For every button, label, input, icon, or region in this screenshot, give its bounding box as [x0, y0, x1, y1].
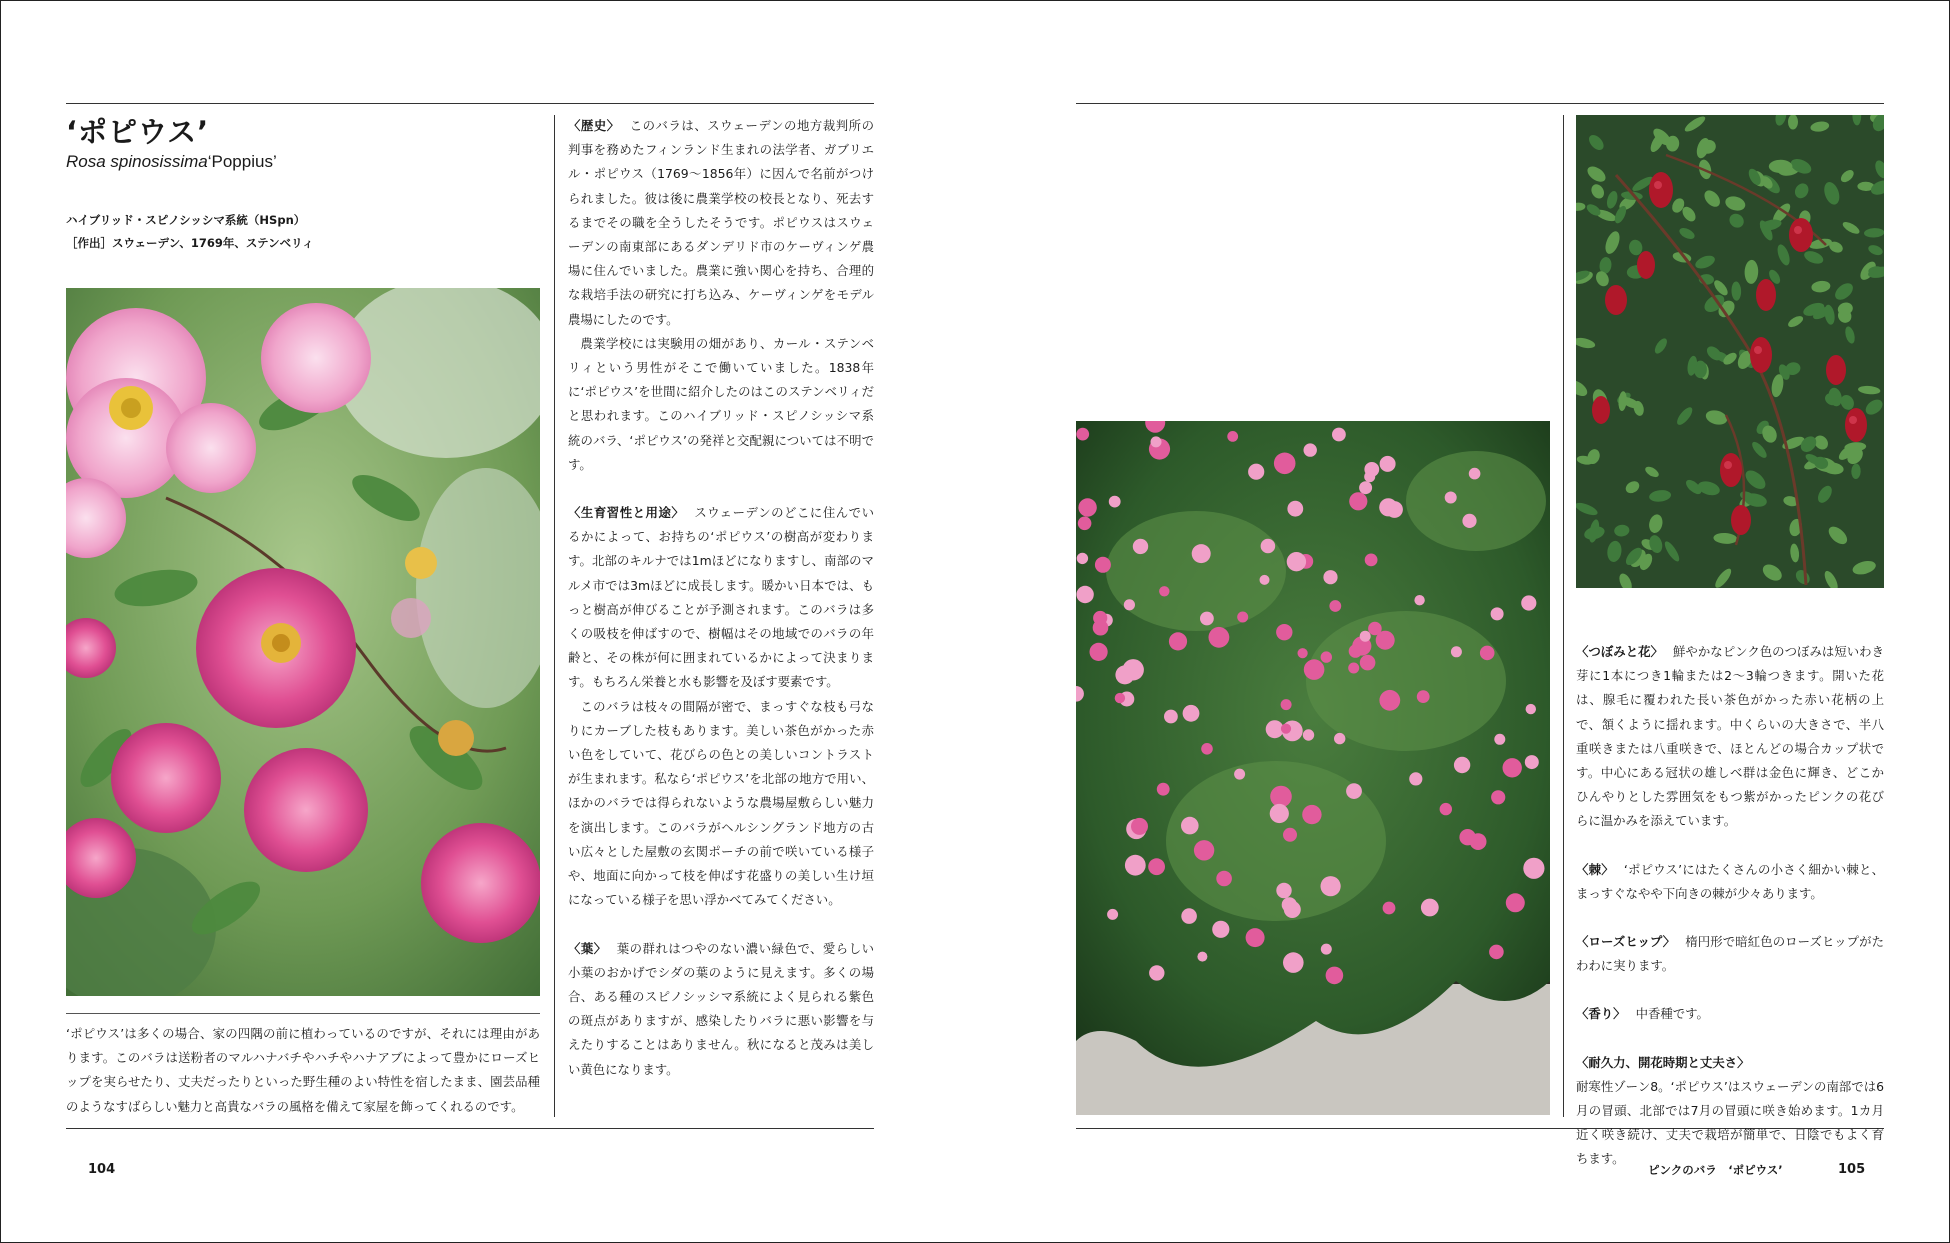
photo-caption: ‘ポピウス’は多くの場合、家の四隅の前に植わっているのですが、それには理由があります。このバラは送粉者のマルハナバチやハチやハナアブによって豊かにローズヒップを実らせたり、丈夫だったりといった野生種のよい特性を宿したまま、園芸品種のようなすばらしい魅力と高貴なバラの風格を備えて家屋を飾ってくれるのです。	[66, 1026, 540, 1114]
bloom	[1194, 840, 1214, 860]
bloom	[1364, 471, 1375, 482]
bloom	[1151, 436, 1162, 447]
bloom	[1326, 967, 1344, 985]
bloom	[1093, 611, 1107, 625]
bloom	[1360, 631, 1371, 642]
bloom	[1124, 599, 1135, 610]
bloom	[1148, 858, 1165, 875]
bloom	[1494, 734, 1505, 745]
origin-info: ［作出］スウェーデン、1769年、ステンベリィ	[66, 236, 314, 250]
bloom	[1323, 570, 1337, 584]
bloom	[1470, 833, 1487, 850]
bloom	[1157, 783, 1170, 796]
bloom	[1304, 659, 1325, 680]
bloom	[1462, 514, 1476, 528]
running-head: ピンクのバラ ‘ポピウス’	[1648, 1163, 1783, 1177]
bloom	[1321, 944, 1332, 955]
section-leaves: 〈葉〉 葉の群れはつやのない濃い緑色で、愛らしい小葉のおかげでシダの葉のように見えます。多くの場合、ある種のスピノシッシマ系統によく見られる紫色の斑点がありますが、感染したりバラに悪い影響を与えたりすることはありません。秋になると茂みは美しい黄色になります。	[568, 940, 874, 1077]
bloom	[1349, 492, 1367, 510]
bloom	[1451, 646, 1462, 657]
bloom	[1489, 945, 1504, 960]
bloom	[1283, 952, 1304, 973]
bloom	[1281, 699, 1292, 710]
bloom	[1274, 453, 1296, 475]
bloom	[1237, 612, 1248, 623]
bloom	[1304, 443, 1317, 456]
section-history-cont: 農業学校には実験用の畑があり、カール・ステンベリィという男性がそこで働いていました。1838年に‘ポピウス’を世間に紹介したのはこのステンベリィだと思われます。このハイブリッド・スピノシッシマ系統のバラ、‘ポピウス’の発祥と交配親については不明です。	[568, 335, 874, 472]
bloom	[1076, 586, 1093, 603]
bloom	[1523, 858, 1544, 879]
bloom	[1421, 899, 1439, 917]
bloom	[1282, 897, 1297, 912]
left-body-column	[568, 114, 874, 1082]
bloom	[1131, 818, 1148, 835]
bloom	[1159, 586, 1169, 596]
bloom	[1200, 612, 1214, 626]
bloom	[1383, 902, 1396, 915]
bloom	[1125, 855, 1146, 876]
bloom	[1321, 651, 1332, 662]
section-growth: 〈生育習性と用途〉 スウェーデンのどこに住んでいるかによって、お持ちの‘ポピウス’の樹高が変わります。北部のキルナでは1mほどになりますし、南部のマルメ市では3mほどに成長します。暖かい日本では、もっと樹高が伸びることが予測されます。このバラは多くの吸枝を伸ばすので、樹幅はその地域でのバラの年齢と、その株が何に囲まれているかによって決まります。もちろん栄養と水も影響を及ぼす要素です。	[568, 505, 874, 690]
bloom	[1365, 554, 1378, 567]
page-number-left: 104	[88, 1162, 116, 1177]
column-divider-left	[554, 115, 555, 1117]
bloom	[1212, 921, 1229, 938]
bloom	[1260, 575, 1270, 585]
bottom-rule-left	[66, 1128, 874, 1129]
bloom	[1276, 883, 1291, 898]
bloom	[1303, 729, 1314, 740]
bloom	[1281, 724, 1291, 734]
right-body-column	[1576, 640, 1884, 1172]
rose-closeup-photo	[66, 288, 540, 996]
bloom	[1380, 456, 1396, 472]
bloom	[1283, 828, 1297, 842]
section-rosehips: 〈ローズヒップ〉 楕円形で暗紅色のローズヒップがたわわに実ります。	[1576, 934, 1884, 974]
section-thorns: 〈棘〉 ‘ポピウス’にはたくさんの小さく細かい棘と、まっすぐなやや下向きの棘が少々あります。	[1576, 861, 1884, 901]
bloom	[1491, 790, 1505, 804]
bloom	[1359, 481, 1372, 494]
bloom	[1409, 772, 1422, 785]
bloom	[1348, 663, 1359, 674]
bloom	[1109, 496, 1121, 508]
bloom	[1506, 893, 1525, 912]
bloom	[1414, 595, 1424, 605]
bloom	[1227, 431, 1238, 442]
bloom	[1201, 743, 1213, 755]
bloom	[1261, 539, 1276, 554]
bloom	[1115, 665, 1134, 684]
bloom	[1149, 965, 1164, 980]
bloom	[1360, 655, 1376, 671]
bloom	[1192, 544, 1211, 563]
bloom	[1321, 876, 1341, 896]
section-buds-flowers: 〈つぼみと花〉 鮮やかなピンク色のつぼみは短いわき芽に1本につき1輪または2〜3輪つきます。開いた花は、腺毛に覆われた長い茶色がかった赤い花柄の上で、頷くように揺れます。中くらいの大きさで、半八重咲きまたは八重咲きで、ほとんどの場合カップ状です。中心にある冠状の雄しべ群は金色に輝き、どこかひんやりとした雰囲気をもつ紫がかったピンクの花びらに温かみを添えています。	[1576, 644, 1884, 829]
bloom	[1334, 733, 1345, 744]
caption-rule	[66, 1013, 540, 1014]
bloom	[1197, 952, 1207, 962]
bloom	[1270, 804, 1289, 823]
column-divider-right	[1563, 115, 1564, 1117]
bloom	[1298, 648, 1308, 658]
bloom	[1454, 757, 1470, 773]
bloom	[1107, 909, 1118, 920]
bloom	[1164, 710, 1178, 724]
bloom	[1133, 539, 1148, 554]
rose-hips-photo	[1576, 115, 1884, 588]
bloom	[1329, 600, 1341, 612]
bloom	[1379, 690, 1400, 711]
bloom	[1181, 817, 1199, 835]
top-rule-left	[66, 103, 874, 104]
bloom	[1248, 464, 1264, 480]
section-hardiness-heading: 〈耐久力、開花時期と丈夫さ〉	[1576, 1054, 1750, 1070]
bloom	[1183, 705, 1200, 722]
bloom	[1480, 646, 1495, 661]
rose-bush-photo	[1076, 421, 1550, 1115]
bloom	[1379, 498, 1397, 516]
classification: ハイブリッド・スピノシッシマ系統（HSpn）	[66, 213, 306, 227]
bloom	[1469, 468, 1481, 480]
bloom	[1076, 428, 1089, 441]
page-number-right: 105	[1838, 1162, 1866, 1177]
bloom	[1526, 704, 1536, 714]
bloom	[1346, 783, 1362, 799]
bloom	[1234, 769, 1245, 780]
bloom	[1276, 624, 1292, 640]
bloom	[1246, 928, 1265, 947]
bloom	[1332, 428, 1346, 442]
rose-title: ‘ポピウス’	[66, 115, 210, 149]
bloom	[1181, 908, 1197, 924]
bloom	[1077, 553, 1088, 564]
bloom	[1115, 693, 1125, 703]
bloom	[1090, 643, 1108, 661]
top-rule-right	[1076, 103, 1884, 104]
bloom	[1095, 557, 1111, 573]
bloom	[1368, 622, 1382, 636]
bloom	[1216, 871, 1232, 887]
bloom	[1445, 492, 1457, 504]
bloom	[1302, 805, 1321, 824]
bloom	[1491, 607, 1504, 620]
section-history: 〈歴史〉 このバラは、スウェーデンの地方裁判所の判事を務めたフィンランド生まれの法学者、ガブリエル・ポピウス（1769〜1856年）に因んで名前がつけられました。彼は後に農業学校の校長となり、死去するまでその職を全うしたそうです。ポピウスはスウェーデンの南東部にあるダンデリド市のケーヴィンゲ農場に住んでいました。農業に強い関心を持ち、合理的な栽培手法の研究に打ち込み、ケーヴィンゲをモデル農場にしたのです。	[568, 118, 874, 327]
leaf	[1769, 160, 1793, 173]
bloom	[1287, 501, 1303, 517]
latin-name: Rosa spinosissima‘Poppius’	[66, 152, 277, 171]
bloom	[1169, 632, 1187, 650]
bloom	[1503, 758, 1522, 777]
bloom	[1417, 690, 1430, 703]
bloom	[1521, 595, 1536, 610]
section-hardiness: 耐寒性ゾーン8。‘ポピウス’はスウェーデンの南部では6月の冒頭、北部では7月の冒頭に咲き始めます。1カ月近く咲き続け、丈夫で栽培が簡単で、日陰でもよく育ちます。	[1576, 1078, 1884, 1167]
bloom	[1525, 755, 1539, 769]
bloom	[1078, 517, 1092, 531]
section-fragrance: 〈香り〉 中香種です。	[1576, 1006, 1709, 1022]
bloom	[1209, 627, 1230, 648]
section-growth-cont: このバラは枝々の間隔が密で、まっすぐな枝も弓なりにカーブした枝もあります。美しい茶色がかった赤い色をしていて、花びらの色との美しいコントラストが生まれます。私なら‘ポピウス’を北部の地方で用い、ほかのバラでは得られないような農場屋敷らしい魅力を演出します。このバラがヘルシングランド地方の古い広々とした屋敷の玄関ポーチの前で咲いている様子や、地面に向かって枝を伸ばす花盛りの美しい生け垣になっている様子を思い浮かべてみてください。	[568, 698, 874, 908]
bloom	[1440, 803, 1452, 815]
bloom	[1078, 498, 1096, 516]
bloom	[1287, 552, 1306, 571]
